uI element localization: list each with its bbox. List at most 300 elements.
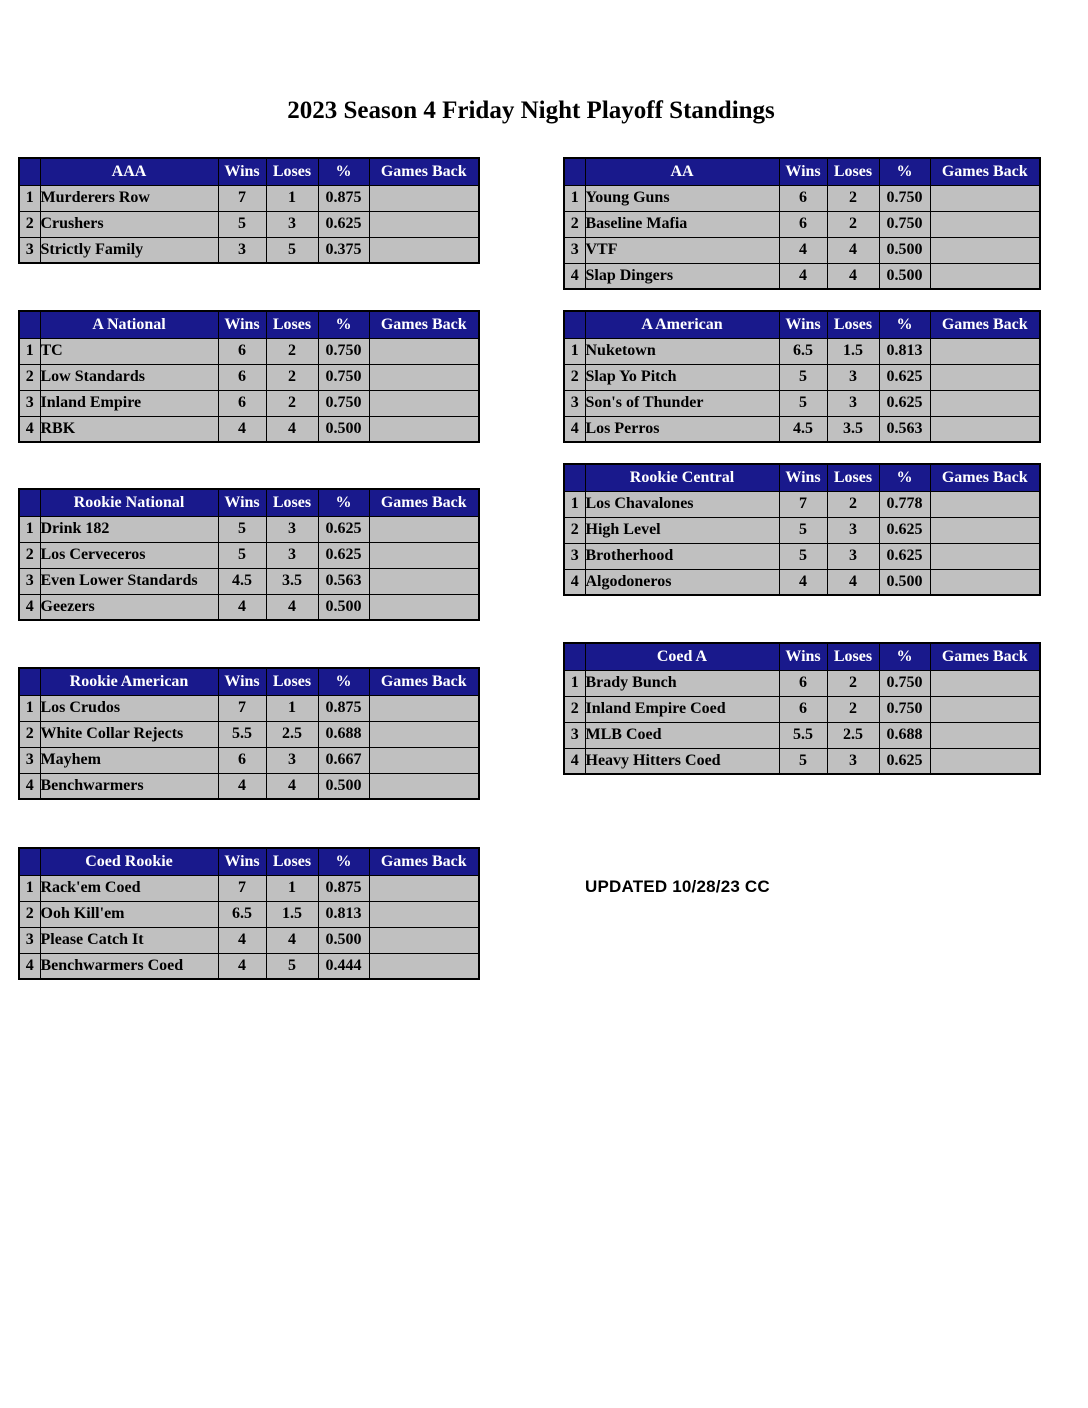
- loses-cell: 2: [827, 211, 879, 237]
- wins-header: Wins: [779, 464, 827, 491]
- rank-cell: 1: [564, 491, 585, 517]
- table-row: [19, 721, 479, 747]
- team-cell: Inland Empire: [40, 390, 218, 416]
- games-back-header: Games Back: [930, 158, 1040, 185]
- games-back-cell: [930, 722, 1040, 748]
- loses-header: Loses: [266, 489, 318, 516]
- pct-cell: 0.375: [318, 237, 369, 263]
- pct-cell: 0.778: [879, 491, 930, 517]
- header-row: [19, 158, 479, 185]
- division-header: AA: [585, 158, 779, 185]
- standings-grid: [563, 310, 1041, 443]
- rank-header-cell: [564, 464, 585, 491]
- games-back-cell: [369, 594, 479, 620]
- table-row: [19, 953, 479, 979]
- pct-cell: 0.750: [879, 185, 930, 211]
- wins-cell: 4: [779, 263, 827, 289]
- pct-header: %: [318, 158, 369, 185]
- pct-cell: 0.875: [318, 695, 369, 721]
- wins-header: Wins: [779, 643, 827, 670]
- wins-cell: 6: [218, 390, 266, 416]
- rank-header-cell: [19, 668, 40, 695]
- header-row: [19, 668, 479, 695]
- loses-cell: 1: [266, 875, 318, 901]
- pct-cell: 0.500: [879, 569, 930, 595]
- pct-cell: 0.750: [879, 696, 930, 722]
- games-back-header: Games Back: [369, 489, 479, 516]
- standings-grid: [18, 847, 480, 980]
- wins-cell: 5: [779, 517, 827, 543]
- rank-cell: 1: [564, 185, 585, 211]
- loses-cell: 3.5: [827, 416, 879, 442]
- pct-cell: 0.688: [318, 721, 369, 747]
- table-row: [19, 516, 479, 542]
- pct-cell: 0.500: [318, 773, 369, 799]
- pct-cell: 0.625: [318, 211, 369, 237]
- rank-cell: 1: [564, 338, 585, 364]
- pct-cell: 0.563: [318, 568, 369, 594]
- games-back-cell: [369, 542, 479, 568]
- loses-cell: 4: [827, 263, 879, 289]
- loses-cell: 3: [266, 542, 318, 568]
- table-row: [19, 594, 479, 620]
- standings-grid: [18, 157, 480, 264]
- rank-cell: 3: [564, 722, 585, 748]
- pct-cell: 0.625: [879, 748, 930, 774]
- team-cell: Even Lower Standards: [40, 568, 218, 594]
- games-back-cell: [369, 237, 479, 263]
- wins-cell: 5: [779, 748, 827, 774]
- loses-header: Loses: [266, 311, 318, 338]
- rank-header-cell: [564, 158, 585, 185]
- pct-cell: 0.750: [318, 338, 369, 364]
- games-back-cell: [369, 211, 479, 237]
- games-back-cell: [930, 211, 1040, 237]
- loses-cell: 1.5: [266, 901, 318, 927]
- rank-cell: 3: [564, 390, 585, 416]
- standings-grid: [18, 667, 480, 800]
- rank-cell: 2: [564, 696, 585, 722]
- loses-cell: 5: [266, 237, 318, 263]
- loses-cell: 4: [827, 569, 879, 595]
- loses-cell: 2: [266, 364, 318, 390]
- games-back-cell: [369, 364, 479, 390]
- rank-cell: 4: [564, 416, 585, 442]
- division-header: Rookie Central: [585, 464, 779, 491]
- wins-cell: 5: [218, 211, 266, 237]
- header-row: [19, 848, 479, 875]
- rank-cell: 1: [19, 185, 40, 211]
- loses-cell: 1: [266, 185, 318, 211]
- pct-cell: 0.750: [879, 211, 930, 237]
- table-row: [564, 722, 1040, 748]
- table-row: [564, 416, 1040, 442]
- wins-cell: 3: [218, 237, 266, 263]
- table-row: [564, 338, 1040, 364]
- wins-header: Wins: [779, 311, 827, 338]
- team-cell: Baseline Mafia: [585, 211, 779, 237]
- loses-cell: 3: [827, 390, 879, 416]
- wins-cell: 5.5: [218, 721, 266, 747]
- games-back-cell: [930, 338, 1040, 364]
- loses-header: Loses: [266, 158, 318, 185]
- rank-cell: 3: [564, 543, 585, 569]
- standings-table-aa: [563, 157, 1041, 290]
- table-row: [564, 364, 1040, 390]
- wins-cell: 4: [218, 416, 266, 442]
- rank-header-cell: [564, 643, 585, 670]
- loses-cell: 3.5: [266, 568, 318, 594]
- table-row: [564, 237, 1040, 263]
- table-row: [564, 491, 1040, 517]
- loses-cell: 1.5: [827, 338, 879, 364]
- pct-cell: 0.500: [318, 416, 369, 442]
- wins-cell: 7: [218, 695, 266, 721]
- table-row: [564, 517, 1040, 543]
- wins-cell: 7: [779, 491, 827, 517]
- standings-grid: [563, 642, 1041, 775]
- wins-cell: 6.5: [779, 338, 827, 364]
- games-back-cell: [369, 875, 479, 901]
- team-cell: MLB Coed: [585, 722, 779, 748]
- page-title: 2023 Season 4 Friday Night Playoff Standings: [287, 97, 775, 124]
- team-cell: Young Guns: [585, 185, 779, 211]
- division-header: Coed A: [585, 643, 779, 670]
- loses-cell: 2: [827, 185, 879, 211]
- loses-cell: 4: [266, 594, 318, 620]
- loses-header: Loses: [266, 848, 318, 875]
- games-back-cell: [930, 748, 1040, 774]
- table-row: [19, 747, 479, 773]
- rank-cell: 4: [564, 569, 585, 595]
- rank-cell: 2: [564, 364, 585, 390]
- team-cell: Benchwarmers Coed: [40, 953, 218, 979]
- wins-cell: 5: [779, 543, 827, 569]
- table-row: [19, 568, 479, 594]
- pct-header: %: [879, 464, 930, 491]
- wins-header: Wins: [218, 311, 266, 338]
- standings-table-rookie-central: [563, 463, 1041, 596]
- rank-cell: 4: [564, 263, 585, 289]
- pct-cell: 0.813: [879, 338, 930, 364]
- wins-cell: 7: [218, 875, 266, 901]
- loses-cell: 3: [266, 516, 318, 542]
- games-back-cell: [930, 185, 1040, 211]
- games-back-cell: [930, 517, 1040, 543]
- games-back-header: Games Back: [930, 464, 1040, 491]
- standings-table-a-national: [18, 310, 480, 443]
- games-back-header: Games Back: [369, 848, 479, 875]
- division-header: AAA: [40, 158, 218, 185]
- team-cell: Please Catch It: [40, 927, 218, 953]
- pct-cell: 0.750: [318, 364, 369, 390]
- rank-cell: 3: [19, 927, 40, 953]
- wins-cell: 6: [218, 364, 266, 390]
- wins-cell: 5: [779, 390, 827, 416]
- loses-cell: 5: [266, 953, 318, 979]
- games-back-cell: [369, 390, 479, 416]
- table-row: [19, 338, 479, 364]
- wins-cell: 5: [779, 364, 827, 390]
- wins-header: Wins: [779, 158, 827, 185]
- team-cell: White Collar Rejects: [40, 721, 218, 747]
- table-row: [564, 211, 1040, 237]
- header-row: [564, 464, 1040, 491]
- rank-cell: 4: [564, 748, 585, 774]
- rank-cell: 4: [19, 773, 40, 799]
- games-back-cell: [930, 416, 1040, 442]
- games-back-header: Games Back: [369, 311, 479, 338]
- rank-cell: 1: [19, 516, 40, 542]
- team-cell: Murderers Row: [40, 185, 218, 211]
- games-back-header: Games Back: [369, 158, 479, 185]
- games-back-cell: [369, 927, 479, 953]
- loses-cell: 2: [827, 696, 879, 722]
- wins-header: Wins: [218, 848, 266, 875]
- games-back-cell: [369, 901, 479, 927]
- wins-cell: 4: [218, 773, 266, 799]
- pct-cell: 0.625: [879, 390, 930, 416]
- table-row: [19, 185, 479, 211]
- loses-cell: 1: [266, 695, 318, 721]
- wins-cell: 4.5: [218, 568, 266, 594]
- team-cell: Rack'em Coed: [40, 875, 218, 901]
- games-back-cell: [930, 364, 1040, 390]
- rank-cell: 3: [564, 237, 585, 263]
- table-row: [19, 211, 479, 237]
- table-row: [19, 390, 479, 416]
- standings-grid: [18, 488, 480, 621]
- games-back-cell: [369, 568, 479, 594]
- pct-header: %: [318, 848, 369, 875]
- team-cell: Strictly Family: [40, 237, 218, 263]
- team-cell: VTF: [585, 237, 779, 263]
- division-header: Coed Rookie: [40, 848, 218, 875]
- team-cell: Inland Empire Coed: [585, 696, 779, 722]
- loses-cell: 2.5: [827, 722, 879, 748]
- games-back-cell: [930, 543, 1040, 569]
- wins-cell: 4.5: [779, 416, 827, 442]
- games-back-cell: [930, 263, 1040, 289]
- loses-cell: 2.5: [266, 721, 318, 747]
- pct-cell: 0.500: [879, 263, 930, 289]
- loses-cell: 2: [827, 670, 879, 696]
- pct-cell: 0.625: [318, 516, 369, 542]
- division-header: Rookie National: [40, 489, 218, 516]
- rank-cell: 2: [19, 901, 40, 927]
- header-row: [564, 158, 1040, 185]
- rank-cell: 3: [19, 237, 40, 263]
- header-row: [19, 489, 479, 516]
- table-row: [564, 543, 1040, 569]
- team-cell: TC: [40, 338, 218, 364]
- team-cell: Nuketown: [585, 338, 779, 364]
- loses-cell: 4: [266, 927, 318, 953]
- wins-cell: 6.5: [218, 901, 266, 927]
- games-back-cell: [369, 953, 479, 979]
- pct-cell: 0.667: [318, 747, 369, 773]
- loses-header: Loses: [827, 158, 879, 185]
- rank-header-cell: [19, 158, 40, 185]
- wins-cell: 7: [218, 185, 266, 211]
- table-row: [564, 569, 1040, 595]
- rank-cell: 3: [19, 747, 40, 773]
- team-cell: Brotherhood: [585, 543, 779, 569]
- team-cell: Slap Dingers: [585, 263, 779, 289]
- wins-cell: 5: [218, 516, 266, 542]
- table-row: [564, 185, 1040, 211]
- rank-cell: 2: [19, 364, 40, 390]
- loses-cell: 3: [827, 543, 879, 569]
- games-back-cell: [930, 670, 1040, 696]
- pct-header: %: [879, 643, 930, 670]
- standings-grid: [563, 463, 1041, 596]
- games-back-cell: [369, 695, 479, 721]
- loses-cell: 4: [266, 416, 318, 442]
- pct-cell: 0.813: [318, 901, 369, 927]
- rank-header-cell: [19, 311, 40, 338]
- wins-header: Wins: [218, 668, 266, 695]
- loses-cell: 3: [827, 748, 879, 774]
- table-row: [19, 773, 479, 799]
- rank-cell: 4: [19, 594, 40, 620]
- games-back-cell: [369, 338, 479, 364]
- pct-cell: 0.625: [879, 543, 930, 569]
- loses-header: Loses: [827, 311, 879, 338]
- team-cell: Ooh Kill'em: [40, 901, 218, 927]
- loses-header: Loses: [827, 464, 879, 491]
- team-cell: Benchwarmers: [40, 773, 218, 799]
- table-row: [19, 927, 479, 953]
- pct-cell: 0.750: [318, 390, 369, 416]
- standings-table-rookie-national: [18, 488, 480, 621]
- standings-table-coed-rookie: [18, 847, 480, 980]
- rank-cell: 4: [19, 416, 40, 442]
- pct-cell: 0.625: [318, 542, 369, 568]
- table-row: [19, 901, 479, 927]
- loses-header: Loses: [266, 668, 318, 695]
- pct-header: %: [879, 311, 930, 338]
- games-back-cell: [930, 237, 1040, 263]
- team-cell: Son's of Thunder: [585, 390, 779, 416]
- rank-cell: 4: [19, 953, 40, 979]
- team-cell: Brady Bunch: [585, 670, 779, 696]
- games-back-cell: [369, 721, 479, 747]
- loses-cell: 2: [827, 491, 879, 517]
- table-row: [564, 748, 1040, 774]
- games-back-cell: [369, 185, 479, 211]
- games-back-header: Games Back: [369, 668, 479, 695]
- rank-cell: 2: [564, 211, 585, 237]
- standings-table-a-american: [563, 310, 1041, 443]
- rank-cell: 1: [19, 338, 40, 364]
- table-row: [19, 364, 479, 390]
- wins-header: Wins: [218, 489, 266, 516]
- games-back-header: Games Back: [930, 643, 1040, 670]
- standings-grid: [18, 310, 480, 443]
- pct-header: %: [318, 668, 369, 695]
- wins-cell: 6: [779, 185, 827, 211]
- pct-cell: 0.444: [318, 953, 369, 979]
- games-back-header: Games Back: [930, 311, 1040, 338]
- rank-cell: 2: [19, 542, 40, 568]
- wins-cell: 5.5: [779, 722, 827, 748]
- table-row: [19, 237, 479, 263]
- pct-cell: 0.875: [318, 185, 369, 211]
- rank-cell: 1: [19, 695, 40, 721]
- wins-cell: 4: [218, 927, 266, 953]
- loses-cell: 3: [266, 747, 318, 773]
- team-cell: Heavy Hitters Coed: [585, 748, 779, 774]
- team-cell: Slap Yo Pitch: [585, 364, 779, 390]
- standings-table-rookie-american: [18, 667, 480, 800]
- games-back-cell: [930, 491, 1040, 517]
- rank-cell: 1: [564, 670, 585, 696]
- games-back-cell: [930, 569, 1040, 595]
- loses-cell: 4: [827, 237, 879, 263]
- team-cell: Geezers: [40, 594, 218, 620]
- games-back-cell: [369, 747, 479, 773]
- wins-cell: 6: [218, 747, 266, 773]
- pct-cell: 0.625: [879, 364, 930, 390]
- pct-cell: 0.750: [879, 670, 930, 696]
- rank-cell: 1: [19, 875, 40, 901]
- header-row: [564, 311, 1040, 338]
- rank-header-cell: [19, 489, 40, 516]
- rank-cell: 3: [19, 390, 40, 416]
- wins-cell: 6: [779, 670, 827, 696]
- loses-cell: 3: [827, 517, 879, 543]
- team-cell: Los Chavalones: [585, 491, 779, 517]
- division-header: A National: [40, 311, 218, 338]
- pct-cell: 0.688: [879, 722, 930, 748]
- table-row: [19, 695, 479, 721]
- division-header: Rookie American: [40, 668, 218, 695]
- table-row: [19, 542, 479, 568]
- table-row: [564, 263, 1040, 289]
- table-row: [564, 696, 1040, 722]
- wins-cell: 6: [218, 338, 266, 364]
- wins-cell: 5: [218, 542, 266, 568]
- pct-cell: 0.625: [879, 517, 930, 543]
- pct-cell: 0.563: [879, 416, 930, 442]
- pct-cell: 0.500: [318, 927, 369, 953]
- team-cell: Low Standards: [40, 364, 218, 390]
- team-cell: Crushers: [40, 211, 218, 237]
- team-cell: High Level: [585, 517, 779, 543]
- standings-table-aaa: [18, 157, 480, 264]
- wins-cell: 4: [218, 953, 266, 979]
- loses-cell: 3: [827, 364, 879, 390]
- loses-cell: 3: [266, 211, 318, 237]
- table-row: [19, 416, 479, 442]
- division-header: A American: [585, 311, 779, 338]
- table-row: [564, 390, 1040, 416]
- pct-cell: 0.500: [879, 237, 930, 263]
- rank-cell: 2: [564, 517, 585, 543]
- standings-table-coed-a: [563, 642, 1041, 775]
- loses-header: Loses: [827, 643, 879, 670]
- rank-header-cell: [19, 848, 40, 875]
- rank-cell: 2: [19, 721, 40, 747]
- games-back-cell: [930, 696, 1040, 722]
- loses-cell: 2: [266, 338, 318, 364]
- team-cell: Algodoneros: [585, 569, 779, 595]
- games-back-cell: [369, 516, 479, 542]
- wins-cell: 4: [218, 594, 266, 620]
- rank-header-cell: [564, 311, 585, 338]
- games-back-cell: [369, 773, 479, 799]
